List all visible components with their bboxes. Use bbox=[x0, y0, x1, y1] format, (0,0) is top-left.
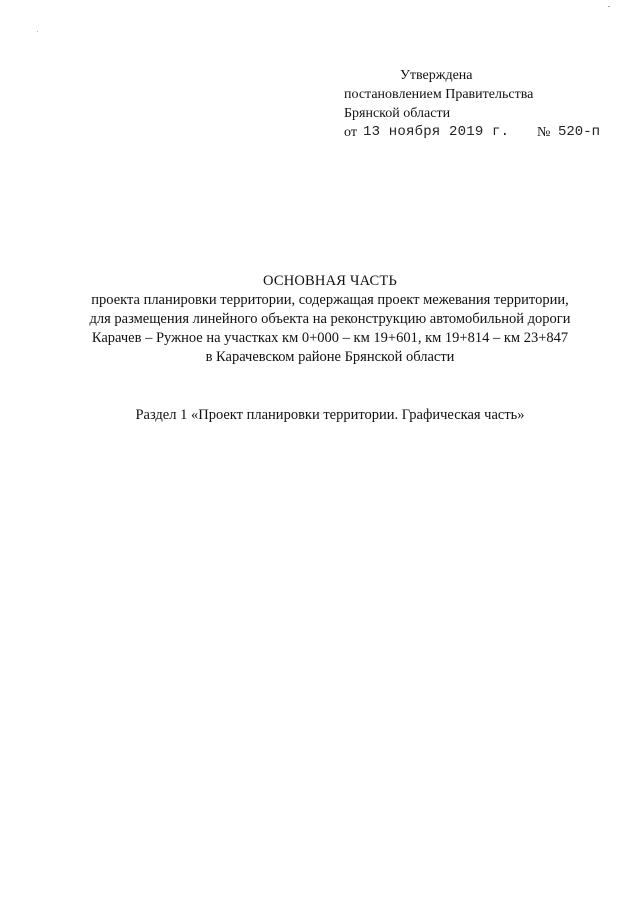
approval-number: 520-п bbox=[558, 124, 601, 140]
number-label: № bbox=[537, 125, 551, 140]
scan-speck bbox=[37, 31, 38, 32]
approval-date: 13 ноября 2019 г. bbox=[363, 124, 510, 140]
title-block bbox=[40, 272, 620, 367]
title-line-4: в Карачевском районе Брянской области bbox=[205, 349, 455, 365]
approval-line-decree: постановлением Правительства bbox=[344, 87, 534, 102]
approval-block bbox=[344, 66, 614, 145]
main-title: ОСНОВНАЯ ЧАСТЬ bbox=[262, 273, 397, 289]
title-line-3: Карачев – Ружное на участках км 0+000 – км 19+601, км 19+814 – км 23+847 bbox=[91, 330, 569, 346]
approval-heading: Утверждена bbox=[400, 68, 473, 83]
title-line-1: проекта планировки территории, содержащая проект межевания территории, bbox=[91, 292, 569, 308]
title-line-2: для размещения линейного объекта на реконструкцию автомобильной дороги bbox=[89, 311, 571, 327]
scan-speck bbox=[608, 6, 610, 7]
approval-date-line bbox=[344, 123, 614, 145]
from-label: от bbox=[344, 125, 357, 140]
section-title: Раздел 1 «Проект планировки территории. Графическая часть» bbox=[135, 407, 525, 423]
approval-line-region: Брянской области bbox=[344, 106, 451, 121]
